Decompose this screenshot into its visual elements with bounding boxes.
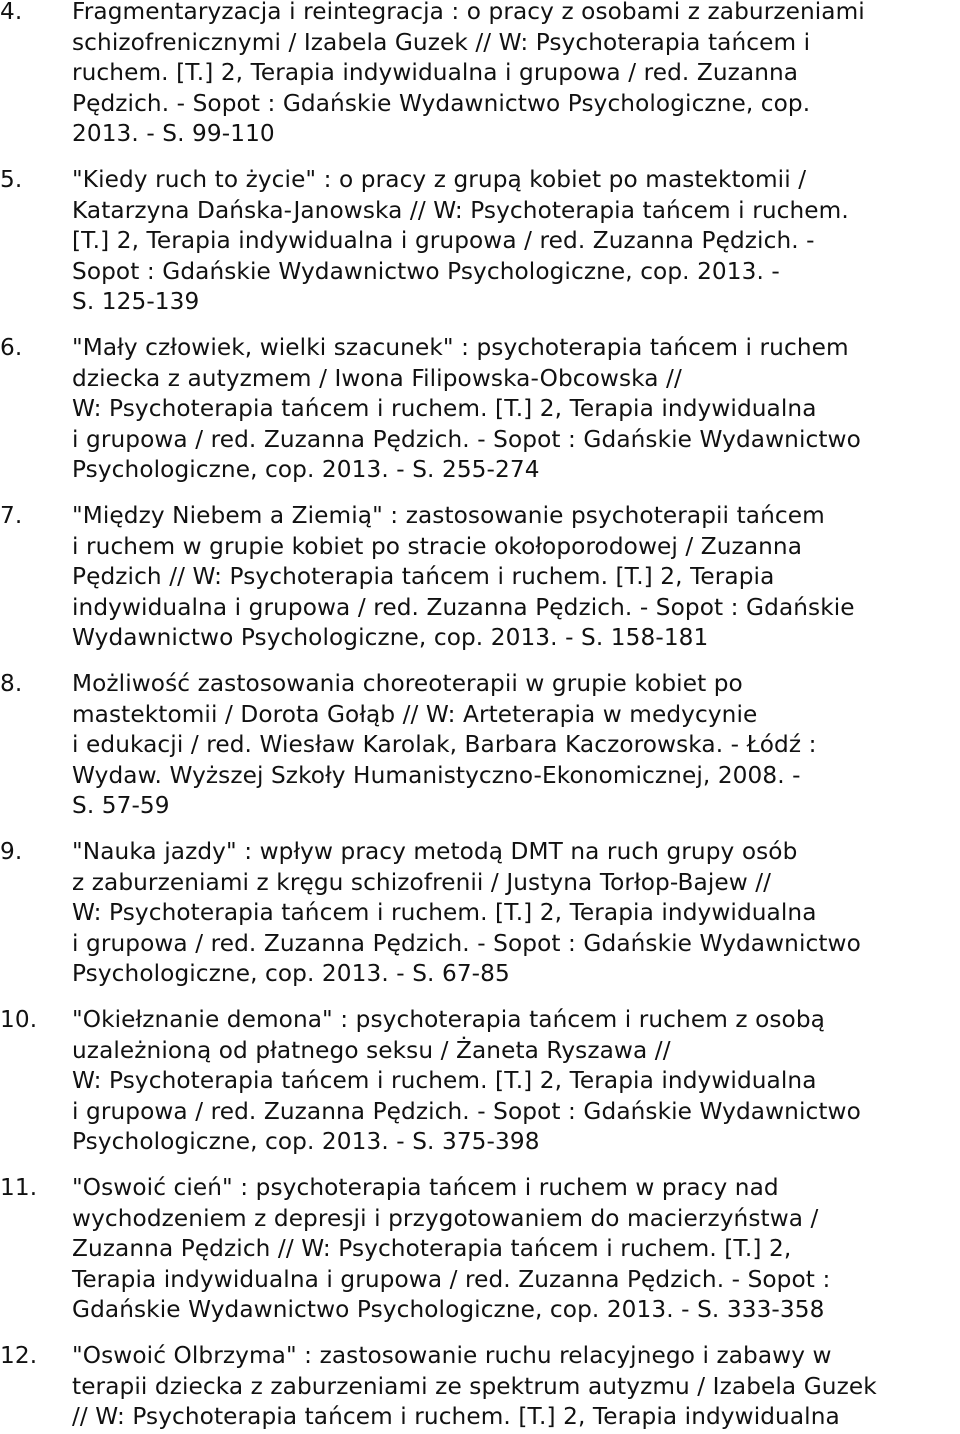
entry-line: mastektomii / Dorota Gołąb // W: Arteterapia w medycynie bbox=[72, 700, 758, 728]
entry-text bbox=[72, 501, 855, 654]
entry-line: Katarzyna Dańska-Janowska // W: Psychoterapia tańcem i ruchem. bbox=[72, 196, 849, 224]
entry-text bbox=[72, 1005, 861, 1158]
entry-number: 6. bbox=[0, 334, 23, 361]
entry-line: S. 125-139 bbox=[72, 288, 200, 316]
entry-line: wychodzeniem z depresji i przygotowaniem do macierzyństwa / bbox=[72, 1204, 819, 1232]
entry-number: 5. bbox=[0, 166, 23, 193]
entry-line: uzależnioną od płatnego seksu / Żaneta Ryszawa // bbox=[72, 1036, 671, 1064]
entry-line: // W: Psychoterapia tańcem i ruchem. [T.] 2, Terapia indywidualna bbox=[72, 1403, 840, 1431]
entry-line: "Nauka jazdy" : wpływ pracy metodą DMT na ruch grupy osób bbox=[72, 838, 798, 865]
entry-line: ruchem. [T.] 2, Terapia indywidualna i grupowa / red. Zuzanna bbox=[72, 59, 799, 87]
entry-text bbox=[72, 1173, 830, 1326]
entry-line: Sopot : Gdańskie Wydawnictwo Psychologiczne, cop. 2013. - bbox=[72, 257, 780, 285]
entry-line: W: Psychoterapia tańcem i ruchem. [T.] 2, Terapia indywidualna bbox=[72, 395, 817, 423]
entry-number: 12. bbox=[0, 1342, 38, 1369]
entry-line: indywidualna i grupowa / red. Zuzanna Pędzich. - Sopot : Gdańskie bbox=[72, 593, 855, 621]
entry-line: Wydaw. Wyższej Szkoły Humanistyczno-Ekonomicznej, 2008. - bbox=[72, 761, 801, 789]
entry-text bbox=[72, 1341, 877, 1433]
entry-line: W: Psychoterapia tańcem i ruchem. [T.] 2, Terapia indywidualna bbox=[72, 1067, 817, 1095]
entry-number: 4. bbox=[0, 0, 23, 25]
entry-number: 7. bbox=[0, 502, 23, 529]
entry-line: "Okiełznanie demona" : psychoterapia tańcem i ruchem z osobą bbox=[72, 1006, 825, 1033]
entry-line: z zaburzeniami z kręgu schizofrenii / Justyna Torłop-Bajew // bbox=[72, 868, 772, 896]
entry-line: "Oswoić Olbrzyma" : zastosowanie ruchu relacyjnego i zabawy w bbox=[72, 1342, 832, 1369]
entry-line: W: Psychoterapia tańcem i ruchem. [T.] 2, Terapia indywidualna bbox=[72, 899, 817, 927]
entry-number: 8. bbox=[0, 670, 23, 697]
entry-line: "Kiedy ruch to życie" : o pracy z grupą kobiet po mastektomii / bbox=[72, 166, 807, 193]
entry-line: Pędzich. - Sopot : Gdańskie Wydawnictwo Psychologiczne, cop. bbox=[72, 89, 811, 117]
entry-line: Zuzanna Pędzich // W: Psychoterapia tańcem i ruchem. [T.] 2, bbox=[72, 1235, 792, 1263]
entry-number: 10. bbox=[0, 1006, 38, 1033]
entry-number: 9. bbox=[0, 838, 23, 865]
entry-line: "Mały człowiek, wielki szacunek" : psychoterapia tańcem i ruchem bbox=[72, 334, 849, 361]
entry-number: 11. bbox=[0, 1174, 38, 1201]
entry-line: i grupowa / red. Zuzanna Pędzich. - Sopot : Gdańskie Wydawnictwo bbox=[72, 1097, 861, 1125]
entry-line: i edukacji / red. Wiesław Karolak, Barbara Kaczorowska. - Łódź : bbox=[72, 731, 817, 759]
entry-line: Fragmentaryzacja i reintegracja : o pracy z osobami z zaburzeniami bbox=[72, 0, 865, 25]
entry-line: Psychologiczne, cop. 2013. - S. 67-85 bbox=[72, 960, 510, 988]
entry-line: "Oswoić cień" : psychoterapia tańcem i ruchem w pracy nad bbox=[72, 1174, 779, 1201]
entry-line: S. 57-59 bbox=[72, 792, 170, 820]
entry-line: Psychologiczne, cop. 2013. - S. 375-398 bbox=[72, 1128, 540, 1156]
entry-line: 2013. - S. 99-110 bbox=[72, 120, 275, 148]
entry-line: Psychologiczne, cop. 2013. - S. 255-274 bbox=[72, 456, 540, 484]
entry-text bbox=[72, 669, 817, 822]
entry-line: Wydawnictwo Psychologiczne, cop. 2013. - S. 158-181 bbox=[72, 624, 709, 652]
entry-line: Gdańskie Wydawnictwo Psychologiczne, cop. 2013. - S. 333-358 bbox=[72, 1296, 825, 1324]
entry-line: schizofrenicznymi / Izabela Guzek // W: Psychoterapia tańcem i bbox=[72, 28, 811, 56]
entry-line: Możliwość zastosowania choreoterapii w grupie kobiet po bbox=[72, 670, 743, 697]
entry-line: Pędzich // W: Psychoterapia tańcem i ruchem. [T.] 2, Terapia bbox=[72, 563, 775, 591]
entry-text bbox=[72, 333, 861, 486]
entry-text bbox=[72, 165, 849, 318]
entry-line: [T.] 2, Terapia indywidualna i grupowa / red. Zuzanna Pędzich. - bbox=[72, 227, 815, 255]
entry-line: Terapia indywidualna i grupowa / red. Zuzanna Pędzich. - Sopot : bbox=[72, 1265, 831, 1293]
entry-text bbox=[72, 0, 865, 150]
entry-line: terapii dziecka z zaburzeniami ze spektrum autyzmu / Izabela Guzek bbox=[72, 1372, 877, 1400]
entry-line: i grupowa / red. Zuzanna Pędzich. - Sopot : Gdańskie Wydawnictwo bbox=[72, 425, 861, 453]
entry-line: dziecka z autyzmem / Iwona Filipowska-Obcowska // bbox=[72, 364, 682, 392]
entry-line: i grupowa / red. Zuzanna Pędzich. - Sopot : Gdańskie Wydawnictwo bbox=[72, 929, 861, 957]
entry-text bbox=[72, 837, 861, 990]
entry-line: i ruchem w grupie kobiet po stracie okołoporodowej / Zuzanna bbox=[72, 532, 803, 560]
entry-line: "Między Niebem a Ziemią" : zastosowanie psychoterapii tańcem bbox=[72, 502, 825, 529]
